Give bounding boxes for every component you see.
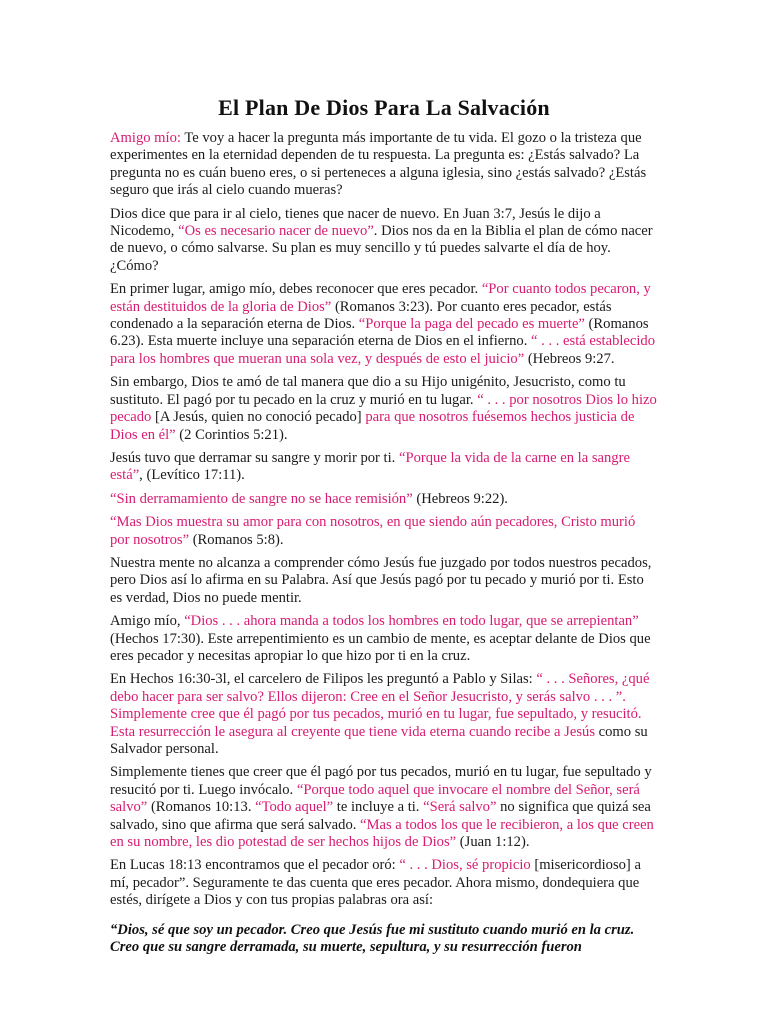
paragraph-text: como su Salvador personal. xyxy=(110,723,648,757)
paragraph xyxy=(110,130,658,200)
paragraph xyxy=(110,450,658,485)
paragraph-text: (Hebreos 9:27. xyxy=(524,350,615,367)
paragraph-text: [A Jesús, quien no conoció pecado] xyxy=(151,409,366,426)
scripture-quote: “Dios . . . ahora manda a todos los hombres en todo lugar, que se arrepientan” xyxy=(184,613,639,630)
paragraph-text: En Lucas 18:13 encontramos que el pecador oró: xyxy=(110,857,400,874)
scripture-quote: “Mas Dios muestra su amor para con nosotros, en que siendo aún pecadores, Cristo murió por nosotros” xyxy=(110,514,636,548)
scripture-quote: “Mas a todos los que le recibieron, a los que creen en su nombre, les dio potestad de ser hechos hijos de Dios” xyxy=(110,816,654,851)
paragraph-text: Sin embargo, Dios te amó de tal manera que dio a su Hijo unigénito, Jesucristo, como tu sustituto. El pagó por tu pecado en la cruz y murió en tu lugar. xyxy=(110,374,626,408)
document-body xyxy=(110,130,658,910)
paragraph-text: , (Levítico 17:11). xyxy=(139,467,245,484)
scripture-quote: para que nosotros fuésemos hechos justicia de Dios en él” xyxy=(110,409,635,443)
scripture-quote: “Porque todo aquel que invocare el nombre del Señor, será salvo” xyxy=(110,781,640,816)
paragraph-text: [misericordioso] a mí, pecador”. Seguramente te das cuenta que eres pecador. Ahora mismo, dondequiera que estés, dirígete a Dios y con tus propias palabras ora así: xyxy=(110,857,641,909)
scripture-quote: “Os es necesario nacer de nuevo” xyxy=(178,223,374,240)
scripture-quote: “ . . . Dios, sé propicio xyxy=(399,857,531,874)
paragraph xyxy=(110,491,658,508)
paragraph xyxy=(110,514,658,549)
paragraph-text: (Juan 1:12). xyxy=(456,834,530,851)
paragraph-text: Simplemente tienes que creer que él pagó por tus pecados, murió en tu lugar, fue sepultado y resucitó por ti. Luego invócalo. xyxy=(110,764,652,798)
paragraph-text: En primer lugar, amigo mío, debes reconocer que eres pecador. xyxy=(110,281,482,298)
scripture-quote: “ . . . Señores, ¿qué debo hacer para ser salvo? Ellos dijeron: Cree en el Señor Jesucristo, y serás salvo . . . ”. Simplemente cree que él pagó por tus pecados, murió en tu lugar, fue sepultado, y resucitó. Esta resurrección le asegura al creyente que tiene vida eterna cuando recibe a Jesús xyxy=(110,671,650,740)
paragraph-text: En Hechos 16:30-3l, el carcelero de Filipos les preguntó a Pablo y Silas: xyxy=(110,671,537,688)
paragraph xyxy=(110,857,658,909)
scripture-quote: Amigo mío: xyxy=(110,130,181,146)
document-page xyxy=(110,95,658,962)
paragraph-text: no significa que quizá sea salvado, sino que afirma que será salvado. xyxy=(110,799,651,833)
paragraph-text: (2 Corintios 5:21). xyxy=(175,426,288,443)
paragraph-text: (Hechos 17:30). Este arrepentimiento es un cambio de mente, es aceptar delante de Dios que eres pecador y necesitas apropiar lo que hizo por ti en la cruz. xyxy=(110,630,651,664)
scripture-quote: “Todo aquel” xyxy=(255,799,334,816)
paragraph-text: Dios dice que para ir al cielo, tienes que nacer de nuevo. En Juan 3:7, Jesús le dijo a Nicodemo, xyxy=(110,205,601,240)
paragraph-text: Jesús tuvo que derramar su sangre y morir por ti. xyxy=(110,449,399,466)
prayer-text: “Dios, sé que soy un pecador. Creo que Jesús fue mi sustituto cuando murió en la cruz. Creo que su sangre derramada, su muerte, sepultura, y su resurrección fueron xyxy=(110,921,635,956)
paragraph-text: (Hebreos 9:22). xyxy=(412,490,508,507)
scripture-quote: “Será salvo” xyxy=(423,799,497,816)
paragraph-text: Te voy a hacer la pregunta más importante de tu vida. El gozo o la tristeza que experimentes en la eternidad dependen de tu respuesta. La pregunta es: ¿Estás salvado? La pregunta no es cuán bueno eres, o si perteneces a alguna iglesia, sino ¿estás salvado? ¿Estás seguro que irás al cielo cuando mueras? xyxy=(110,130,647,199)
scripture-quote: “Sin derramamiento de sangre no se hace remisión” xyxy=(110,490,413,507)
paragraph-text: . Dios nos da en la Biblia el plan de cómo nacer de nuevo, o cómo salvarse. Su plan es muy sencillo y tú puedes salvarte el día de hoy. ¿Cómo? xyxy=(110,223,653,274)
paragraph xyxy=(110,206,658,276)
scripture-quote: “ . . . está establecido para los hombres que mueran una sola vez, y después de esto el juicio” xyxy=(110,333,656,367)
paragraph xyxy=(110,671,658,758)
paragraph-text: (Romanos 10:13. xyxy=(147,799,256,816)
paragraph xyxy=(110,613,658,665)
paragraph-text: (Romanos 6.23). Esta muerte incluye una separación eterna de Dios en el infierno. xyxy=(110,316,649,350)
document-title: El Plan De Dios Para La Salvación xyxy=(218,95,550,120)
paragraph-text: te incluye a ti. xyxy=(333,799,424,816)
scripture-quote: “Porque la paga del pecado es muerte” xyxy=(358,316,585,333)
paragraph-text: (Romanos 5:8). xyxy=(189,531,284,548)
paragraph-text: Nuestra mente no alcanza a comprender cómo Jesús fue juzgado por todos nuestros pecados, pero Dios así lo afirma en su Palabra. Así que Jesús pagó por tu pecado y murió por ti. Esto es verdad, Dios no puede mentir. xyxy=(110,554,652,606)
scripture-quote: “Porque la vida de la carne en la sangre está” xyxy=(110,449,630,484)
paragraph xyxy=(110,374,658,444)
paragraph xyxy=(110,555,658,607)
paragraph-text: (Romanos 3:23). Por cuanto eres pecador, estás condenado a la separación eterna de Dios. xyxy=(110,298,612,333)
paragraph xyxy=(110,764,658,851)
scripture-quote: “ . . . por nosotros Dios lo hizo pecado xyxy=(110,391,657,426)
scripture-quote: “Por cuanto todos pecaron, y están destituidos de la gloria de Dios” xyxy=(110,281,651,315)
paragraph xyxy=(110,281,658,368)
paragraph-text: Amigo mío, xyxy=(110,613,185,630)
